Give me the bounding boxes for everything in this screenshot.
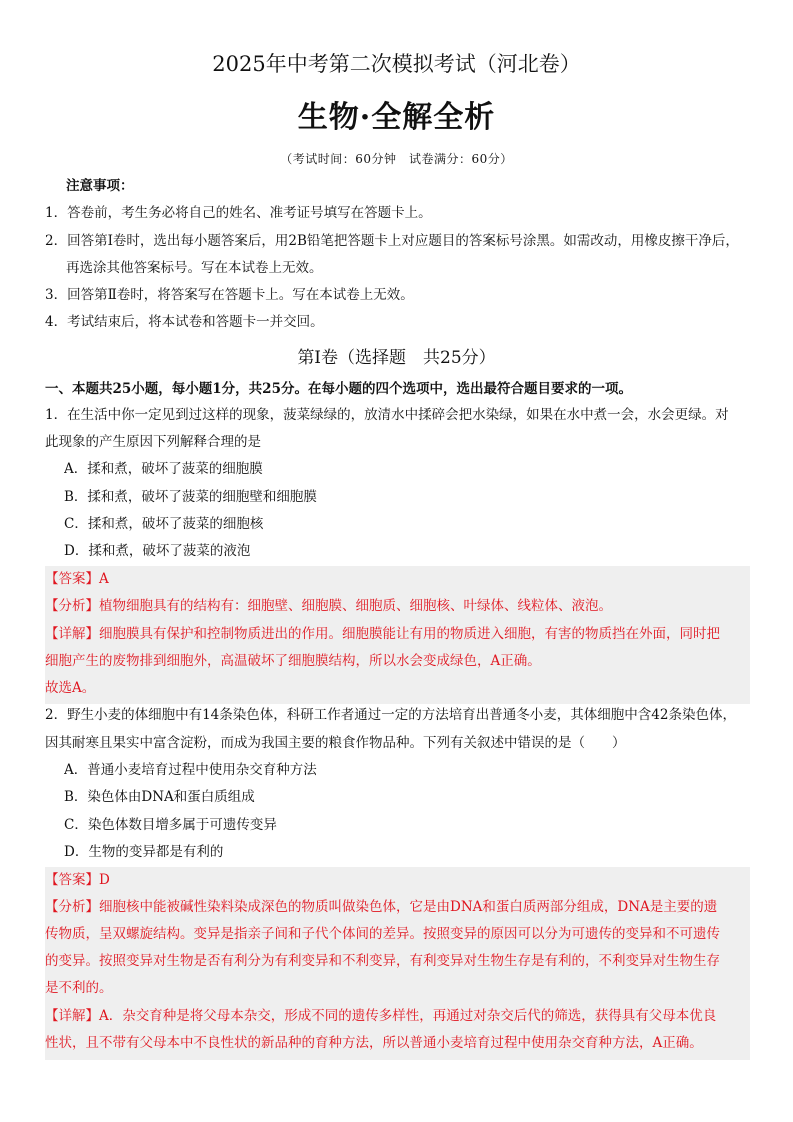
answer-tag: 【答案】	[45, 571, 99, 587]
detail-tag: 【详解】	[45, 626, 99, 642]
q2-analysis-line-3: 的变异。按照变异对生物是否有利分为有利变异和不利变异，有利变异对生物生存是有利的，不利变异对生物生存	[45, 953, 720, 969]
q1-stem-line-2: 此现象的产生原因下列解释合理的是	[45, 434, 261, 450]
q1-answer	[45, 570, 750, 588]
q1-analysis	[45, 597, 750, 615]
q2-analysis-line-1	[45, 898, 750, 916]
q1-conclusion: 故选A。	[45, 680, 96, 696]
q2-analysis-line-4: 是不利的。	[45, 980, 113, 996]
q2-option-a: A．普通小麦培育过程中使用杂交育种方法	[64, 762, 317, 778]
note-item-2-cont: 再选涂其他答案标号。写在本试卷上无效。	[66, 260, 323, 276]
note-item-4: 4．考试结束后，将本试卷和答题卡一并交回。	[45, 314, 324, 330]
answer-value: A	[99, 571, 109, 587]
answer-value: D	[99, 872, 110, 888]
q2-option-c: C．染色体数目增多属于可遗传变异	[64, 817, 277, 833]
q1-detail-line-1	[45, 625, 750, 643]
q1-option-a: A．揉和煮，破坏了菠菜的细胞膜	[64, 461, 263, 477]
note-item-3: 3．回答第Ⅱ卷时，将答案写在答题卡上。写在本试卷上无效。	[45, 287, 414, 303]
q1-detail-line-2: 细胞产生的废物排到细胞外，高温破坏了细胞膜结构，所以水会变成绿色，A正确。	[45, 653, 541, 669]
q2-stem-line-1: 2．野生小麦的体细胞中有14条染色体，科研工作者通过一定的方法培育出普通冬小麦，其体细胞中含42条染色体，	[45, 707, 736, 723]
q2-option-d: D．生物的变异都是有利的	[64, 844, 224, 860]
q1-stem-line-1: 1．在生活中你一定见到过这样的现象，菠菜绿绿的，放清水中揉碎会把水染绿，如果在水中煮一会，水会更绿。对	[45, 407, 729, 423]
q1-option-c: C．揉和煮，破坏了菠菜的细胞核	[64, 516, 264, 532]
notes-heading: 注意事项：	[66, 178, 134, 194]
section-instruction: 一、本题共25小题，每小题1分，共25分。在每小题的四个选项中，选出最符合题目要求的一项。	[45, 381, 632, 397]
exam-subtitle: 生物·全解全析	[297, 100, 496, 135]
q2-option-b: B．染色体由DNA和蛋白质组成	[64, 789, 255, 805]
analysis-text: 植物细胞具有的结构有：细胞壁、细胞膜、细胞质、细胞核、叶绿体、线粒体、液泡。	[99, 598, 612, 614]
detail-text: 细胞膜具有保护和控制物质进出的作用。细胞膜能让有用的物质进入细胞，有害的物质挡在外面，同时把	[99, 626, 720, 642]
q2-analysis-line-2: 传物质，呈双螺旋结构。变异是指亲子间和子代个体间的差异。按照变异的原因可以分为可遗传的变异和不可遗传	[45, 926, 720, 942]
q2-detail-line-1	[45, 1007, 750, 1025]
detail-text: A．杂交育种是将父母本杂交，形成不同的遗传多样性，再通过对杂交后代的筛选，获得具有父母本优良	[99, 1008, 717, 1024]
analysis-tag: 【分析】	[45, 598, 99, 614]
q2-detail-line-2: 性状，且不带有父母本中不良性状的新品种的育种方法，所以普通小麦培育过程中使用杂交育种方法，A正确。	[45, 1035, 703, 1051]
analysis-text: 细胞核中能被碱性染料染成深色的物质叫做染色体，它是由DNA和蛋白质两部分组成，DNA是主要的遗	[99, 899, 718, 915]
q1-option-b: B．揉和煮，破坏了菠菜的细胞壁和细胞膜	[64, 489, 317, 505]
section-title: 第Ⅰ卷（选择题 共25分）	[297, 348, 496, 368]
q2-stem-line-2: 因其耐寒且果实中富含淀粉，而成为我国主要的粮食作物品种。下列有关叙述中错误的是（ ）	[45, 735, 626, 751]
analysis-tag: 【分析】	[45, 899, 99, 915]
exam-title: 2025年中考第二次模拟考试（河北卷）	[212, 52, 581, 76]
q1-option-d: D．揉和煮，破坏了菠菜的液泡	[64, 543, 251, 559]
note-item-1: 1．答卷前，考生务必将自己的姓名、准考证号填写在答题卡上。	[45, 205, 432, 221]
q2-answer	[45, 871, 750, 889]
exam-info: （考试时间：60分钟 试卷满分：60分）	[280, 152, 513, 166]
note-item-2: 2．回答第Ⅰ卷时，选出每小题答案后，用2B铅笔把答题卡上对应题目的答案标号涂黑。如需改动，用橡皮擦干净后，	[45, 233, 739, 249]
answer-tag: 【答案】	[45, 872, 99, 888]
detail-tag: 【详解】	[45, 1008, 99, 1024]
